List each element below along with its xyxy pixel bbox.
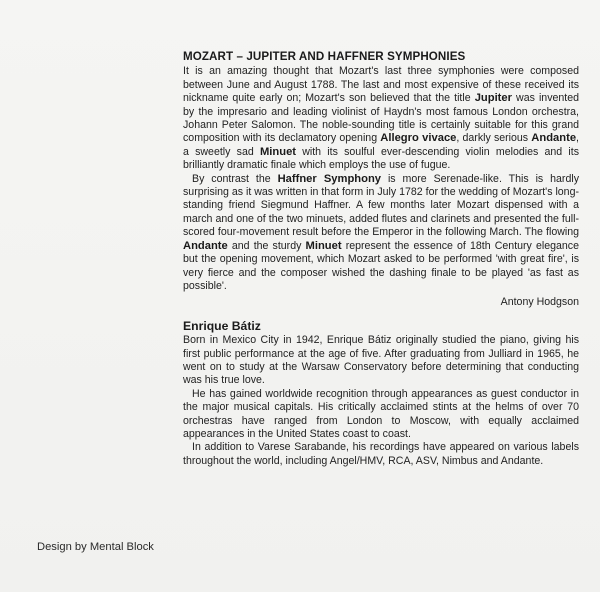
- text-run: with its soulful ever-descending violin melodies and its brilliantly dramatic finale which employs the use of fugue.: [183, 145, 579, 172]
- text-run: is more Serenade-like. This is hardly surprising as it was written in that form in July 1782 for the wedding of Mozart's long-standing friend Siegmund Haffner. A few months later Mozart dispensed with a march and one of the two minuets, added flutes and clarinets and presented the full-scored four-movement result before the Emperor in the following March. The flowing: [183, 172, 579, 239]
- design-credit: Design by Mental Block: [37, 541, 154, 553]
- bio-paragraph: He has gained worldwide recognition through appearances as guest conductor in the major musical capitals. His critically acclaimed stints at the helms of over 70 orchestras have ranged from London to Moscow, with equally acclaimed appearances in the United States coast to coast.: [183, 387, 579, 440]
- article-title: MOZART – JUPITER AND HAFFNER SYMPHONIES: [183, 50, 466, 63]
- bio-paragraph: Born in Mexico City in 1942, Enrique Bátiz originally studied the piano, giving his first public performance at the age of five. After graduating from Julliard in 1965, he went on to study at the Warsaw Conservatory before determining that conducting was his true love.: [183, 334, 579, 387]
- article-paragraph-haffner: [183, 173, 579, 294]
- text-run: , darkly serious: [456, 132, 532, 145]
- text-run: It is an amazing thought that Mozart's last three symphonies were composed between June and August 1788. The last and most expensive of these received its nickname quite early on; Mozart's son believed that the title: [183, 65, 579, 105]
- liner-notes: [183, 50, 579, 468]
- text-run: By contrast the: [192, 172, 278, 185]
- bold-term-haffner-symphony: Haffner Symphony: [277, 172, 382, 185]
- text-run: , a sweetly sad: [183, 132, 579, 158]
- bio-heading: Enrique Bátiz: [183, 318, 261, 333]
- bold-term-allegro-vivace: Allegro vivace: [380, 132, 457, 145]
- bold-term-andante: Andante: [183, 239, 228, 252]
- bold-term-minuet: Minuet: [305, 239, 342, 252]
- article-author: Antony Hodgson: [500, 296, 579, 309]
- text-run: and the sturdy: [227, 239, 306, 252]
- bold-term-jupiter: Jupiter: [474, 92, 512, 105]
- bold-term-andante: Andante: [531, 132, 577, 145]
- text-run: represent the essence of 18th Century elegance but the opening movement, which Mozart asked to be performed 'with great fire', is very fierce and the composer wished the dashing finale to be played 'as fast as possible'.: [183, 239, 579, 292]
- article-paragraph-jupiter: [183, 65, 579, 172]
- text-run: was invented by the impresario and leading violinist of Haydn's most famous London orchestra, Johann Peter Salomon. The noble-sounding title is certainly suitable for this grand composition with its declamatory opening: [183, 92, 580, 145]
- bio-paragraph: In addition to Varese Sarabande, his recordings have appeared on various labels throughout the world, including Angel/HMV, RCA, ASV, Nimbus and Andante.: [183, 441, 579, 467]
- bold-term-minuet: Minuet: [259, 145, 297, 158]
